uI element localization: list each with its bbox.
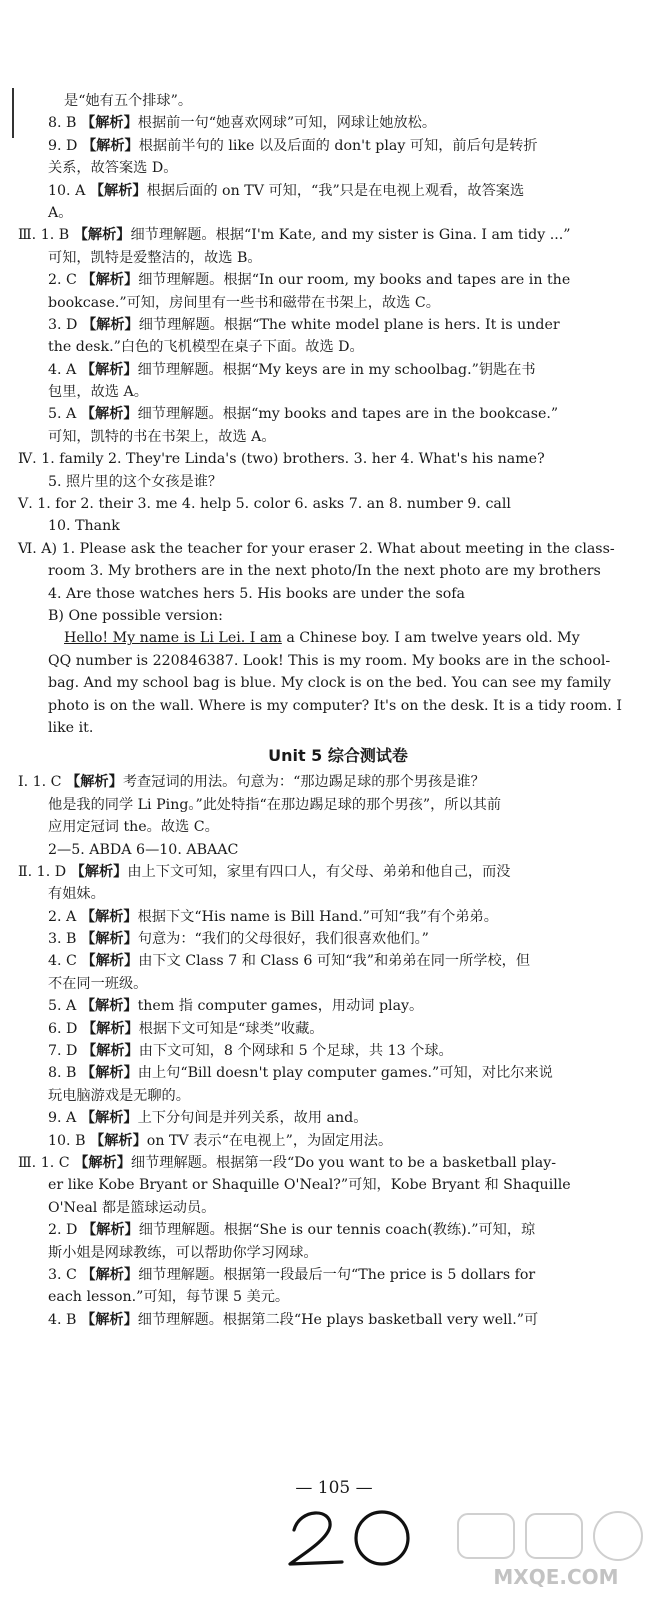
analysis-tag: 【解析】 [81, 1043, 139, 1060]
line-text: 斯小姐是网球教练，可以帮助你学习网球。 [48, 1244, 318, 1261]
answer-line [18, 1197, 658, 1219]
line-text: them 指 computer games，用动词 play。 [137, 998, 424, 1015]
line-text: B) One possible version: [48, 607, 223, 624]
line-text: 根据前一句“她喜欢网球”可知，网球让她放松。 [137, 115, 437, 132]
answer-line [18, 112, 658, 134]
answer-line [18, 560, 658, 582]
line-text: 根据前半句的 like 以及后面的 don't play 可知，前后句是转折 [138, 137, 538, 154]
analysis-tag: 【解析】 [81, 1311, 138, 1328]
analysis-tag: 【解析】 [89, 182, 147, 199]
item-number: 3. C [48, 1266, 77, 1283]
item-number: 5. A [48, 998, 77, 1015]
line-text: 是“她有五个排球”。 [64, 93, 193, 109]
answer-line [18, 1286, 658, 1308]
answer-line [18, 1107, 658, 1129]
answer-line [18, 583, 658, 605]
analysis-tag: 【解析】 [70, 863, 128, 880]
answer-line [18, 1152, 658, 1174]
item-number: Ⅵ. A) 1. [18, 540, 76, 557]
answer-line [18, 1040, 658, 1062]
item-number: 4. A [48, 361, 77, 378]
answer-line [18, 771, 658, 793]
answer-line [18, 672, 658, 694]
answer-line [18, 381, 658, 403]
answer-line [18, 973, 658, 995]
line-text: 由上句“Bill doesn't play computer games.”可知，对比尔来说 [137, 1065, 553, 1082]
item-number: 4. B [48, 1311, 77, 1328]
line-text: 可知，凯特是爱整洁的，故选 B。 [48, 249, 262, 266]
item-number: Ⅲ. 1. B [18, 227, 70, 244]
answer-line [18, 1174, 658, 1196]
line-text: 根据下文“His name is Bill Hand.”可知“我”有个弟弟。 [137, 908, 498, 925]
answer-line [18, 717, 658, 739]
line-text: 10. Thank [48, 518, 120, 535]
line-text: er like Kobe Bryant or Shaquille O'Neal?”可知，Kobe Bryant 和 Shaquille [48, 1177, 571, 1194]
analysis-tag: 【解析】 [90, 1132, 147, 1149]
answer-line [18, 1085, 658, 1107]
answer-line [18, 650, 658, 672]
analysis-tag: 【解析】 [80, 1110, 138, 1127]
answer-line [18, 861, 658, 883]
answer-line [18, 426, 658, 448]
line-text: 根据后面的 on TV 可知，“我”只是在电视上观看，故答案选 [146, 182, 525, 199]
line-text: A。 [48, 204, 73, 221]
analysis-tag: 【解析】 [81, 137, 139, 154]
margin-rule [12, 88, 14, 138]
analysis-tag: 【解析】 [81, 931, 138, 948]
answer-line [18, 359, 658, 381]
line-text: QQ number is 220846387. Look! This is my room. My books are in the school- [48, 652, 611, 669]
watermark-text: MXQE.COM [493, 1565, 619, 1589]
line-text: 包里，故选 A。 [48, 384, 148, 401]
analysis-tag: 【解析】 [81, 316, 139, 333]
analysis-tag: 【解析】 [73, 227, 131, 244]
answer-line [18, 1018, 658, 1040]
item-number: 10. B [48, 1132, 86, 1149]
analysis-tag: 【解析】 [66, 774, 123, 791]
line-text: 2. their 3. me 4. help 5. color 6. asks 7. an 8. number 9. call [80, 496, 511, 513]
answer-line [18, 448, 658, 470]
analysis-tag: 【解析】 [81, 1020, 139, 1037]
item-number: 8. B [48, 1065, 77, 1082]
line-text: 应用定冠词 the。故选 C。 [48, 819, 219, 836]
line-text: 不在同一班级。 [48, 975, 148, 992]
answer-line [18, 493, 658, 515]
line-text: Please ask the teacher for your eraser 2. What about meeting in the class- [79, 540, 615, 557]
answer-line [18, 314, 658, 336]
line-text: the desk.”白色的飞机模型在桌子下面。故选 D。 [48, 339, 364, 356]
item-number: 5. A [48, 406, 77, 423]
item-number: Ⅲ. 1. C [18, 1154, 70, 1171]
item-number: Ⅰ. 1. C [18, 774, 62, 791]
answer-line [18, 950, 658, 972]
item-number: 9. A [48, 1110, 77, 1127]
line-text: 他是我的同学 Li Ping。”此处特指“在那边踢足球的那个男孩”，所以其前 [48, 796, 502, 813]
line-text: 细节理解题。根据“The white model plane is hers. It is under [138, 316, 560, 333]
line-text: 细节理解题。根据“In our room, my books and tapes are in the [138, 272, 571, 289]
line-text: 关系，故答案选 D。 [48, 160, 178, 177]
answer-line [18, 292, 658, 314]
line-text: 考查冠词的用法。句意为：“那边踢足球的那个男孩是谁？ [122, 774, 485, 791]
line-text: 细节理解题。根据“my books and tapes are in the bookcase.” [137, 406, 559, 423]
line-text: 细节理解题。根据第一段最后一句“The price is 5 dollars for [138, 1266, 536, 1283]
item-number: 10. A [48, 182, 86, 199]
answer-line [18, 538, 658, 560]
answer-line [18, 336, 658, 358]
line-text: 玩电脑游戏是无聊的。 [48, 1087, 190, 1104]
answer-line [18, 883, 658, 905]
line-text: 5. 照片里的这个女孩是谁？ [48, 473, 223, 490]
answer-line [18, 839, 658, 861]
answer-line [18, 269, 658, 291]
line-text: photo is on the wall. Where is my computer? It's on the desk. It is a tidy room. I [48, 697, 622, 714]
answer-line [18, 928, 658, 950]
line-text: a Chinese boy. I am twelve years old. My [281, 630, 580, 647]
answer-line [18, 695, 658, 717]
answer-line [18, 1219, 658, 1241]
analysis-tag: 【解析】 [81, 1065, 138, 1082]
analysis-tag: 【解析】 [81, 1222, 139, 1239]
line-text: 细节理解题。根据第一段“Do you want to be a basketball play- [130, 1154, 557, 1171]
line-text: 2—5. ABDA 6—10. ABAAC [48, 841, 239, 858]
answer-line [18, 224, 658, 246]
answer-line [18, 90, 658, 112]
page-number: — 105 — [295, 1478, 373, 1498]
line-text: 由下文 Class 7 和 Class 6 可知“我”和弟弟在同一所学校，但 [138, 953, 531, 970]
analysis-tag: 【解析】 [80, 998, 138, 1015]
line-text: on TV 表示“在电视上”，为固定用法。 [146, 1132, 393, 1149]
line-text: 细节理解题。根据第二段“He plays basketball very well.”可 [137, 1311, 539, 1328]
underlined-text: Hello! My name is Li Lei. I am [64, 630, 282, 647]
answer-line [18, 627, 658, 649]
analysis-tag: 【解析】 [81, 115, 138, 132]
line-text: 细节理解题。根据“She is our tennis coach(教练).”可知，琼 [138, 1222, 536, 1239]
item-number: 3. B [48, 931, 77, 948]
line-text: O'Neal 都是篮球运动员。 [48, 1199, 216, 1216]
line-text: 细节理解题。根据“I'm Kate, and my sister is Gina. I am tidy ...” [130, 227, 571, 244]
answer-line [18, 515, 658, 537]
item-number: 2. D [48, 1222, 78, 1239]
answer-line [18, 157, 658, 179]
answer-line [18, 794, 658, 816]
analysis-tag: 【解析】 [81, 953, 139, 970]
analysis-tag: 【解析】 [81, 1266, 139, 1283]
answer-line [18, 995, 658, 1017]
line-text: each lesson.”可知，每节课 5 美元。 [48, 1289, 290, 1306]
item-number: 6. D [48, 1020, 78, 1037]
line-text: 4. Are those watches hers 5. His books are under the sofa [48, 585, 465, 602]
answer-line [18, 1062, 658, 1084]
line-text: like it. [48, 719, 94, 736]
answer-line [18, 471, 658, 493]
answer-line [18, 1130, 658, 1152]
answer-line [18, 403, 658, 425]
handwritten-score [280, 1500, 430, 1572]
item-number: Ⅱ. 1. D [18, 863, 67, 880]
line-text: 有姐妹。 [48, 886, 105, 903]
answer-line [18, 1264, 658, 1286]
analysis-tag: 【解析】 [74, 1154, 131, 1171]
line-text: bag. And my school bag is blue. My clock is on the bed. You can see my family [48, 675, 611, 692]
item-number: Ⅳ. 1. family [18, 451, 104, 468]
answer-line [18, 816, 658, 838]
line-text: room 3. My brothers are in the next photo/In the next photo are my brothers [48, 563, 601, 580]
item-number: 4. C [48, 953, 77, 970]
line-text: bookcase.”可知，房间里有一些书和磁带在书架上，故选 C。 [48, 294, 440, 311]
analysis-tag: 【解析】 [80, 908, 138, 925]
line-text: 2. They're Linda's (two) brothers. 3. her 4. What's his name? [108, 451, 545, 468]
line-text: 上下分句间是并列关系，故用 and。 [137, 1110, 368, 1127]
line-text: 由下文可知，8 个网球和 5 个足球，共 13 个球。 [138, 1043, 453, 1060]
line-text: 可知，凯特的书在书架上，故选 A。 [48, 428, 276, 445]
answer-line [18, 1309, 658, 1331]
item-number: 7. D [48, 1043, 78, 1060]
item-number: 2. A [48, 908, 77, 925]
answer-line [18, 1242, 658, 1264]
item-number: Ⅴ. 1. for [18, 496, 76, 513]
answer-line [18, 605, 658, 627]
line-text: 细节理解题。根据“My keys are in my schoolbag.”钥匙在书 [137, 361, 536, 378]
line-text: 由上下文可知，家里有四口人，有父母、弟弟和他自己，而没 [127, 863, 511, 880]
site-watermark [452, 1510, 660, 1594]
answer-line [18, 906, 658, 928]
answer-line [18, 202, 658, 224]
answer-line [18, 135, 658, 157]
section-heading: Unit 5 综合测试卷 [268, 746, 408, 766]
answer-line [18, 247, 658, 269]
analysis-tag: 【解析】 [80, 406, 138, 423]
item-number: 9. D [48, 137, 78, 154]
answer-content [18, 90, 658, 1331]
item-number: 8. B [48, 115, 77, 132]
analysis-tag: 【解析】 [80, 361, 138, 378]
item-number: 2. C [48, 272, 77, 289]
analysis-tag: 【解析】 [81, 272, 139, 289]
line-text: 句意为：“我们的父母很好，我们很喜欢他们。” [137, 931, 429, 948]
item-number: 3. D [48, 316, 78, 333]
line-text: 根据下文可知是“球类”收藏。 [138, 1020, 324, 1037]
answer-line [18, 180, 658, 202]
